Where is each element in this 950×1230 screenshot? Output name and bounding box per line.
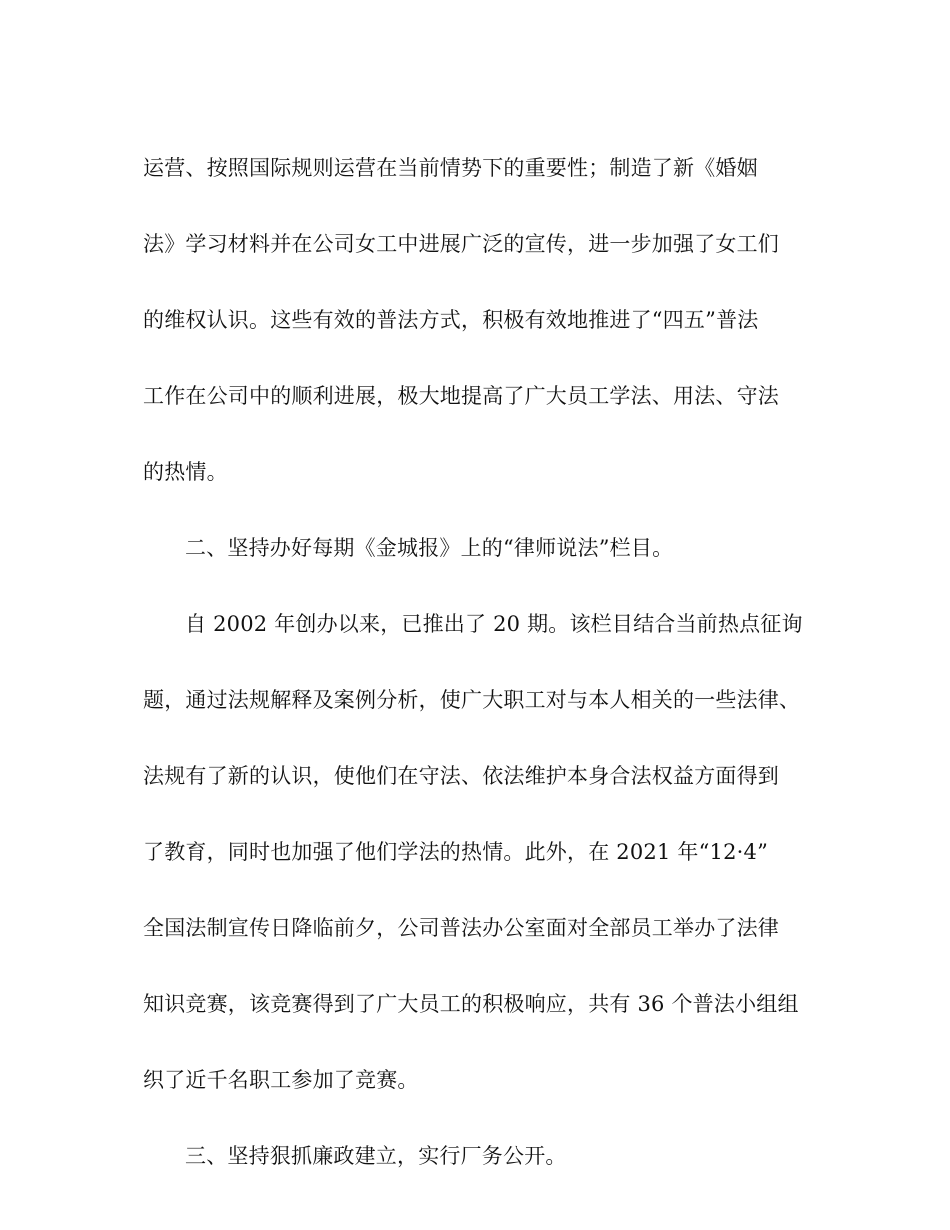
paragraph-line: 了教育，同时也加强了他们学法的热情。此外，在 2021 年“12·4”	[143, 840, 769, 864]
paragraph-line: 全国法制宣传日降临前夕，公司普法办公室面对全部员工举办了法律	[143, 916, 779, 940]
document-body	[143, 130, 823, 1194]
paragraph-line: 知识竞赛，该竞赛得到了广大员工的积极响应，共有 36 个普法小组组	[143, 992, 799, 1016]
paragraph-line: 的维权认识。这些有效的普法方式，积极有效地推进了“四五”普法	[143, 308, 759, 332]
section-heading: 三、坚持狠抓廉政建立，实行厂务公开。	[185, 1144, 567, 1168]
paragraph-line: 织了近千名职工参加了竞赛。	[143, 1068, 419, 1092]
paragraph-line: 的热情。	[143, 460, 228, 484]
paragraph-line: 题，通过法规解释及案例分析，使广大职工对与本人相关的一些法律、	[143, 688, 801, 712]
section-heading: 二、坚持办好每期《金城报》上的“律师说法”栏目。	[185, 536, 674, 560]
paragraph-line: 法规有了新的认识，使他们在守法、依法维护本身合法权益方面得到	[143, 764, 779, 788]
paragraph-line: 工作在公司中的顺利进展，极大地提高了广大员工学法、用法、守法	[143, 384, 779, 408]
paragraph-line: 自 2002 年创办以来，已推出了 20 期。该栏目结合当前热点征询	[185, 612, 803, 636]
paragraph-line: 法》学习材料并在公司女工中进展广泛的宣传，进一步加强了女工们	[143, 232, 779, 256]
paragraph-line: 运营、按照国际规则运营在当前情势下的重要性；制造了新《婚姻	[143, 156, 758, 180]
